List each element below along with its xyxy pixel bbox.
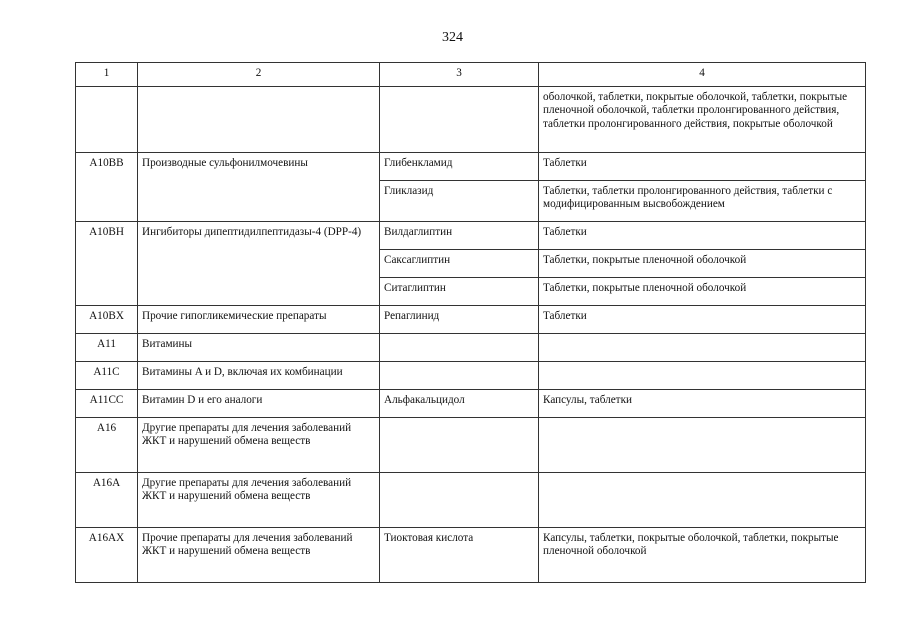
dosage-forms-cell — [539, 333, 866, 361]
drug-name-cell: Альфакальцидол — [380, 389, 539, 417]
column-header-2: 2 — [138, 63, 380, 87]
code-cell: A11 — [76, 333, 138, 361]
group-name-cell — [138, 86, 380, 152]
drug-name-cell — [380, 361, 539, 389]
code-cell: A10BH — [76, 221, 138, 305]
group-name-cell: Витамин D и его аналоги — [138, 389, 380, 417]
drug-table — [75, 62, 866, 583]
dosage-forms-cell: Таблетки, таблетки пролонгированного действия, таблетки с модифицированным высвобождением — [539, 180, 866, 221]
table-row — [76, 389, 866, 417]
drug-name-cell — [380, 333, 539, 361]
dosage-forms-cell: Таблетки — [539, 305, 866, 333]
code-cell: A11CC — [76, 389, 138, 417]
column-header-3: 3 — [380, 63, 539, 87]
group-name-cell: Витамины — [138, 333, 380, 361]
drug-name-cell: Саксаглиптин — [380, 249, 539, 277]
code-cell: A16 — [76, 417, 138, 472]
table-row — [76, 305, 866, 333]
dosage-forms-cell: Капсулы, таблетки, покрытые оболочкой, таблетки, покрытые пленочной оболочкой — [539, 527, 866, 582]
group-name-cell: Витамины A и D, включая их комбинации — [138, 361, 380, 389]
table-row — [76, 472, 866, 527]
drug-name-cell: Репаглинид — [380, 305, 539, 333]
group-name-cell: Прочие препараты для лечения заболеваний ЖКТ и нарушений обмена веществ — [138, 527, 380, 582]
table-row — [76, 527, 866, 582]
code-cell — [76, 86, 138, 152]
dosage-forms-cell — [539, 361, 866, 389]
group-name-cell: Другие препараты для лечения заболеваний ЖКТ и нарушений обмена веществ — [138, 417, 380, 472]
dosage-forms-cell — [539, 472, 866, 527]
code-cell: A16A — [76, 472, 138, 527]
dosage-forms-cell: Капсулы, таблетки — [539, 389, 866, 417]
column-header-4: 4 — [539, 63, 866, 87]
drug-name-cell — [380, 417, 539, 472]
code-cell: A10BX — [76, 305, 138, 333]
drug-name-cell: Глибенкламид — [380, 152, 539, 180]
table-row — [76, 86, 866, 152]
table-header-row — [76, 63, 866, 87]
drug-name-cell: Гликлазид — [380, 180, 539, 221]
dosage-forms-cell: Таблетки, покрытые пленочной оболочкой — [539, 277, 866, 305]
drug-name-cell — [380, 86, 539, 152]
table-row — [76, 333, 866, 361]
code-cell: A11C — [76, 361, 138, 389]
group-name-cell: Прочие гипогликемические препараты — [138, 305, 380, 333]
page-number: 324 — [442, 30, 463, 45]
table-row — [76, 417, 866, 472]
table-row — [76, 152, 866, 180]
dosage-forms-cell: Таблетки — [539, 152, 866, 180]
drug-name-cell: Вилдаглиптин — [380, 221, 539, 249]
dosage-forms-cell: оболочкой, таблетки, покрытые оболочкой, таблетки, покрытые пленочной оболочкой, таблетки пролонгированного действия, таблетки пролонгированного действия, покрытые оболочкой — [539, 86, 866, 152]
group-name-cell: Другие препараты для лечения заболеваний ЖКТ и нарушений обмена веществ — [138, 472, 380, 527]
dosage-forms-cell — [539, 417, 866, 472]
table-row — [76, 221, 866, 249]
drug-name-cell: Ситаглиптин — [380, 277, 539, 305]
dosage-forms-cell: Таблетки — [539, 221, 866, 249]
table-row — [76, 361, 866, 389]
drug-name-cell — [380, 472, 539, 527]
drug-name-cell: Тиоктовая кислота — [380, 527, 539, 582]
code-cell: A10BB — [76, 152, 138, 221]
group-name-cell: Ингибиторы дипептидилпептидазы-4 (DPP-4) — [138, 221, 380, 305]
code-cell: A16AX — [76, 527, 138, 582]
column-header-1: 1 — [76, 63, 138, 87]
dosage-forms-cell: Таблетки, покрытые пленочной оболочкой — [539, 249, 866, 277]
group-name-cell: Производные сульфонилмочевины — [138, 152, 380, 221]
